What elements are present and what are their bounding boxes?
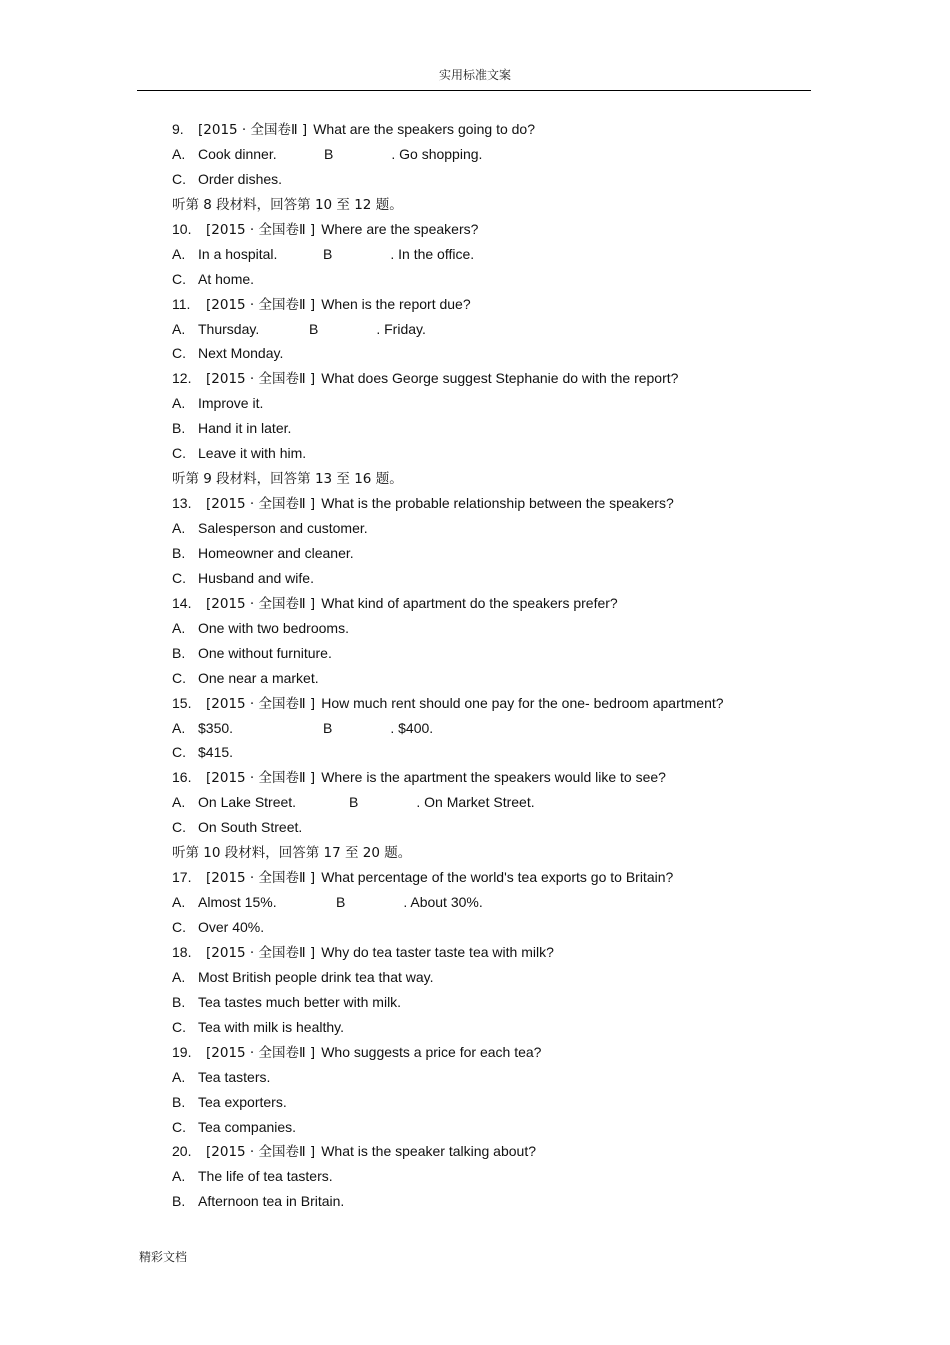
question-stem: [172, 117, 812, 142]
option-text: Order dishes.: [198, 170, 283, 187]
answer-option: [172, 441, 812, 466]
question-number: 10.: [172, 220, 192, 237]
option-text: Tea tasters.: [198, 1068, 271, 1085]
option-text: Leave it with him.: [198, 445, 307, 462]
option-letter: B.: [172, 1093, 186, 1110]
option-text: . About 30%.: [403, 894, 483, 911]
option-text: Tea exporters.: [198, 1093, 287, 1110]
answer-option: [172, 566, 812, 591]
question-number: 18.: [172, 943, 192, 960]
question-text: What kind of apartment do the speakers prefer?: [321, 594, 618, 611]
page-footer: 精彩文档: [139, 1250, 188, 1264]
option-text: One without furniture.: [198, 644, 332, 661]
option-letter: B.: [172, 544, 186, 561]
question-text: What does George suggest Stephanie do with the report?: [321, 370, 679, 387]
question-text: Who suggests a price for each tea?: [321, 1043, 542, 1060]
answer-option: [172, 267, 812, 292]
page-header: 实用标准文案: [438, 68, 511, 82]
option-letter: B: [323, 245, 333, 262]
question-text: What percentage of the world's tea exports go to Britain?: [321, 869, 674, 886]
option-text: Husband and wife.: [198, 569, 314, 586]
option-text: $350.: [198, 719, 234, 736]
question-number: 17.: [172, 869, 192, 886]
question-number: 9.: [172, 121, 184, 137]
question-number: 16.: [172, 769, 192, 786]
question-stem: [172, 691, 812, 716]
option-letter: A.: [172, 894, 186, 911]
question-stem: [172, 940, 812, 965]
question-stem: [172, 1139, 812, 1164]
option-letter: C.: [172, 1118, 186, 1135]
option-letter: A.: [172, 320, 186, 337]
option-text: . $400.: [390, 719, 434, 736]
answer-option: [172, 541, 812, 566]
question-number: 14.: [172, 594, 192, 611]
option-letter: A.: [172, 395, 186, 412]
option-letter: C.: [172, 819, 186, 836]
question-text: Where are the speakers?: [321, 220, 479, 237]
answer-option-pair: [172, 142, 812, 167]
question-text: When is the report due?: [321, 295, 471, 312]
question-source: [2015 · 全国卷Ⅱ ]: [206, 371, 316, 388]
option-text: Next Monday.: [198, 345, 284, 362]
question-number: 12.: [172, 370, 192, 387]
answer-option-pair: [172, 890, 812, 915]
question-source: [2015 · 全国卷Ⅱ ]: [206, 1144, 316, 1161]
option-text: . Friday.: [376, 320, 426, 337]
header-rule: [137, 90, 811, 91]
option-letter: B.: [172, 420, 186, 437]
option-letter: A.: [172, 1168, 186, 1185]
question-stem: [172, 865, 812, 890]
answer-option: [172, 167, 812, 192]
question-list: [172, 117, 812, 1214]
question-text: What is the probable relationship between the speakers?: [321, 495, 674, 512]
option-letter: A.: [172, 1068, 186, 1085]
answer-option-pair: [172, 317, 812, 342]
answer-option-pair: [172, 242, 812, 267]
answer-option: [172, 341, 812, 366]
answer-option-pair: [172, 790, 812, 815]
option-text: On Lake Street.: [198, 794, 297, 811]
option-letter: A.: [172, 245, 186, 262]
question-stem: [172, 765, 812, 790]
question-source: [2015 · 全国卷Ⅱ ]: [198, 122, 308, 138]
option-text: Hand it in later.: [198, 420, 292, 437]
question-source: [2015 · 全国卷Ⅱ ]: [206, 695, 316, 712]
question-source: [2015 · 全国卷Ⅱ ]: [206, 595, 316, 612]
answer-option: [172, 416, 812, 441]
answer-option: [172, 815, 812, 840]
section-text: 听第 8 段材料，回答第 10 至 12 题。: [172, 196, 403, 213]
question-source: [2015 · 全国卷Ⅱ ]: [206, 1044, 316, 1061]
option-text: Salesperson and customer.: [198, 520, 368, 536]
section-instruction: [172, 466, 812, 491]
option-text: $415.: [198, 744, 234, 761]
answer-option: [172, 666, 812, 691]
option-text: Cook dinner.: [198, 145, 277, 162]
question-source: [2015 · 全国卷Ⅱ ]: [206, 770, 316, 787]
option-text: . Go shopping.: [391, 145, 483, 162]
option-text: Over 40%.: [198, 919, 265, 935]
question-source: [2015 · 全国卷Ⅱ ]: [206, 944, 316, 961]
question-text: Where is the apartment the speakers would like to see?: [321, 769, 666, 786]
option-text: Tea companies.: [198, 1118, 297, 1135]
option-letter: B: [336, 894, 346, 911]
option-text: Almost 15%.: [198, 894, 277, 911]
section-instruction: [172, 192, 812, 217]
answer-option: [172, 740, 812, 765]
option-letter: B: [324, 145, 334, 162]
option-letter: B.: [172, 644, 186, 661]
question-stem: [172, 491, 812, 516]
answer-option: [172, 1065, 812, 1090]
option-letter: A.: [172, 968, 186, 985]
question-number: 20.: [172, 1143, 192, 1160]
answer-option: [172, 965, 812, 990]
option-letter: C.: [172, 1018, 186, 1035]
question-number: 11.: [172, 295, 191, 312]
option-text: Tea tastes much better with milk.: [198, 993, 402, 1010]
section-instruction: [172, 840, 812, 865]
answer-option: [172, 616, 812, 641]
answer-option: [172, 1090, 812, 1115]
answer-option-pair: [172, 716, 812, 741]
question-number: 19.: [172, 1043, 192, 1060]
option-letter: C.: [172, 744, 186, 761]
option-letter: C.: [172, 919, 186, 935]
option-text: The life of tea tasters.: [198, 1168, 333, 1185]
option-text: In a hospital.: [198, 245, 278, 262]
answer-option: [172, 1015, 812, 1040]
option-text: One near a market.: [198, 669, 319, 686]
answer-option: [172, 641, 812, 666]
option-text: One with two bedrooms.: [198, 619, 349, 636]
question-source: [2015 · 全国卷Ⅱ ]: [206, 221, 316, 238]
question-text: Why do tea taster taste tea with milk?: [321, 943, 554, 960]
option-letter: B: [323, 719, 333, 736]
option-letter: B: [349, 794, 359, 811]
option-text: . On Market Street.: [416, 794, 535, 811]
question-source: [2015 · 全国卷Ⅱ ]: [206, 870, 316, 887]
option-text: Improve it.: [198, 395, 264, 412]
option-text: Homeowner and cleaner.: [198, 544, 354, 561]
option-text: At home.: [198, 270, 255, 287]
answer-option: [172, 516, 812, 541]
option-letter: C.: [172, 569, 186, 586]
option-letter: B.: [172, 993, 186, 1010]
question-source: [2015 · 全国卷Ⅱ ]: [206, 296, 316, 313]
option-text: Tea with milk is healthy.: [198, 1018, 345, 1035]
option-letter: B.: [172, 1193, 186, 1210]
option-letter: C.: [172, 345, 186, 362]
option-letter: C.: [172, 270, 186, 287]
question-stem: [172, 366, 812, 391]
question-stem: [172, 217, 812, 242]
option-letter: A.: [172, 619, 186, 636]
answer-option: [172, 391, 812, 416]
option-letter: C.: [172, 170, 186, 187]
question-stem: [172, 1040, 812, 1065]
answer-option: [172, 990, 812, 1015]
option-text: On South Street.: [198, 819, 303, 836]
option-letter: C.: [172, 445, 186, 462]
option-letter: A.: [172, 145, 186, 162]
option-letter: C.: [172, 669, 186, 686]
option-text: . In the office.: [390, 245, 475, 262]
answer-option: [172, 915, 812, 940]
answer-option: [172, 1115, 812, 1140]
section-text: 听第 9 段材料，回答第 13 至 16 题。: [172, 471, 403, 488]
option-letter: A.: [172, 520, 186, 536]
option-letter: A.: [172, 794, 186, 811]
question-stem: [172, 591, 812, 616]
answer-option: [172, 1164, 812, 1189]
question-number: 15.: [172, 694, 192, 711]
option-letter: B: [309, 320, 319, 337]
section-text: 听第 10 段材料，回答第 17 至 20 题。: [172, 845, 412, 862]
option-letter: A.: [172, 719, 186, 736]
option-text: Thursday.: [198, 320, 260, 337]
question-text: What are the speakers going to do?: [313, 121, 536, 137]
question-number: 13.: [172, 495, 192, 512]
answer-option: [172, 1189, 812, 1214]
question-stem: [172, 292, 812, 317]
question-text: How much rent should one pay for the one- bedroom apartment?: [321, 694, 724, 711]
question-source: [2015 · 全国卷Ⅱ ]: [206, 496, 316, 513]
option-text: Afternoon tea in Britain.: [198, 1193, 345, 1210]
option-text: Most British people drink tea that way.: [198, 968, 434, 985]
question-text: What is the speaker talking about?: [321, 1143, 536, 1160]
